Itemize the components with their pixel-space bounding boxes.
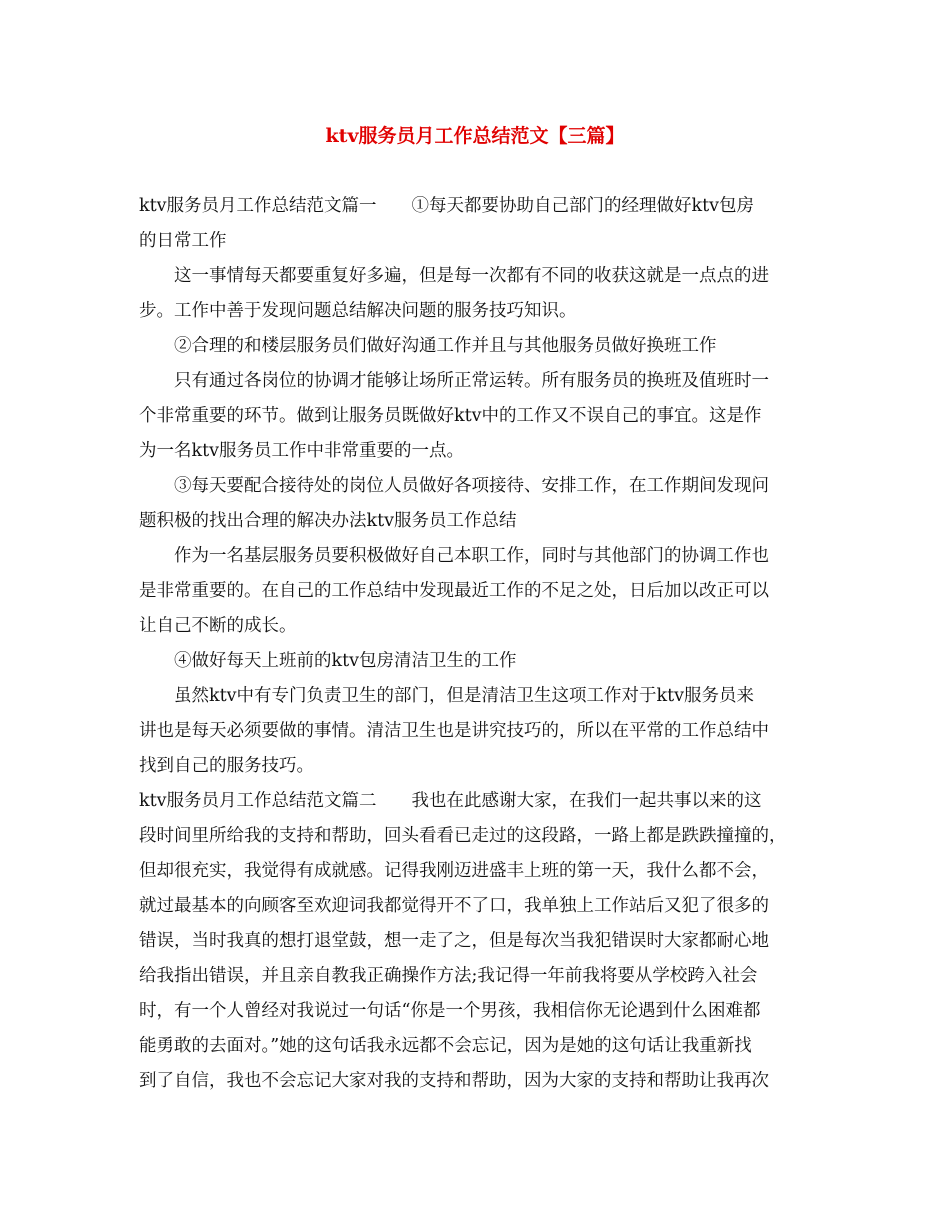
text-line: 这一事情每天都要重复好多遍，但是每一次都有不同的收获这就是一点点的进 — [139, 266, 769, 286]
text-line: ktv服务员月工作总结范文篇一 ①每天都要协助自己部门的经理做好ktv包房 — [139, 196, 755, 216]
text-line: ④做好每天上班前的ktv包房清洁卫生的工作 — [139, 651, 517, 671]
text-line: 能勇敢的去面对。”她的这句话我永远都不会忘记，因为是她的这句话让我重新找 — [139, 1036, 752, 1056]
text-line: 就过最基本的向顾客至欢迎词我都觉得开不了口，我单独上工作站后又犯了很多的 — [139, 896, 769, 916]
text-line: ktv服务员月工作总结范文篇二 我也在此感谢大家，在我们一起共事以来的这 — [139, 791, 762, 811]
text-line: 错误，当时我真的想打退堂鼓，想一走了之，但是每次当我犯错误时大家都耐心地 — [139, 931, 769, 951]
text-line: 找到自己的服务技巧。 — [139, 756, 314, 776]
text-line: 到了自信，我也不会忘记大家对我的支持和帮助，因为大家的支持和帮助让我再次 — [139, 1071, 769, 1091]
text-line: 只有通过各岗位的协调才能够让场所正常运转。所有服务员的换班及值班时一 — [139, 371, 769, 391]
text-line: 讲也是每天必须要做的事情。清洁卫生也是讲究技巧的，所以在平常的工作总结中 — [139, 721, 769, 741]
text-line: 题积极的找出合理的解决办法ktv服务员工作总结 — [139, 511, 517, 531]
text-line: 段时间里所给我的支持和帮助，回头看看已走过的这段路，一路上都是跌跌撞撞的， — [139, 826, 787, 846]
text-line: 时，有一个人曾经对我说过一句话“你是一个男孩，我相信你无论遇到什么困难都 — [139, 1001, 761, 1021]
text-line: ②合理的和楼层服务员们做好沟通工作并且与其他服务员做好换班工作 — [139, 336, 717, 356]
text-line: 虽然ktv中有专门负责卫生的部门，但是清洁卫生这项工作对于ktv服务员来 — [139, 686, 755, 706]
text-line: ③每天要配合接待处的岗位人员做好各项接待、安排工作，在工作期间发现问 — [139, 476, 769, 496]
text-line: 但却很充实，我觉得有成就感。记得我刚迈进盛丰上班的第一天，我什么都不会， — [139, 861, 769, 881]
text-line: 是非常重要的。在自己的工作总结中发现最近工作的不足之处，日后加以改正可以 — [139, 581, 769, 601]
document-title: ktv服务员月工作总结范文【三篇】 — [325, 125, 625, 147]
text-line: 个非常重要的环节。做到让服务员既做好ktv中的工作又不误自己的事宜。这是作 — [139, 406, 762, 426]
text-line: 给我指出错误，并且亲自教我正确操作方法;我记得一年前我将要从学校跨入社会 — [139, 966, 758, 986]
text-line: 为一名ktv服务员工作中非常重要的一点。 — [139, 441, 465, 461]
text-line: 的日常工作 — [139, 231, 227, 251]
text-line: 让自己不断的成长。 — [139, 616, 297, 636]
text-line: 步。工作中善于发现问题总结解决问题的服务技巧知识。 — [139, 301, 577, 321]
text-line: 作为一名基层服务员要积极做好自己本职工作，同时与其他部门的协调工作也 — [139, 546, 769, 566]
